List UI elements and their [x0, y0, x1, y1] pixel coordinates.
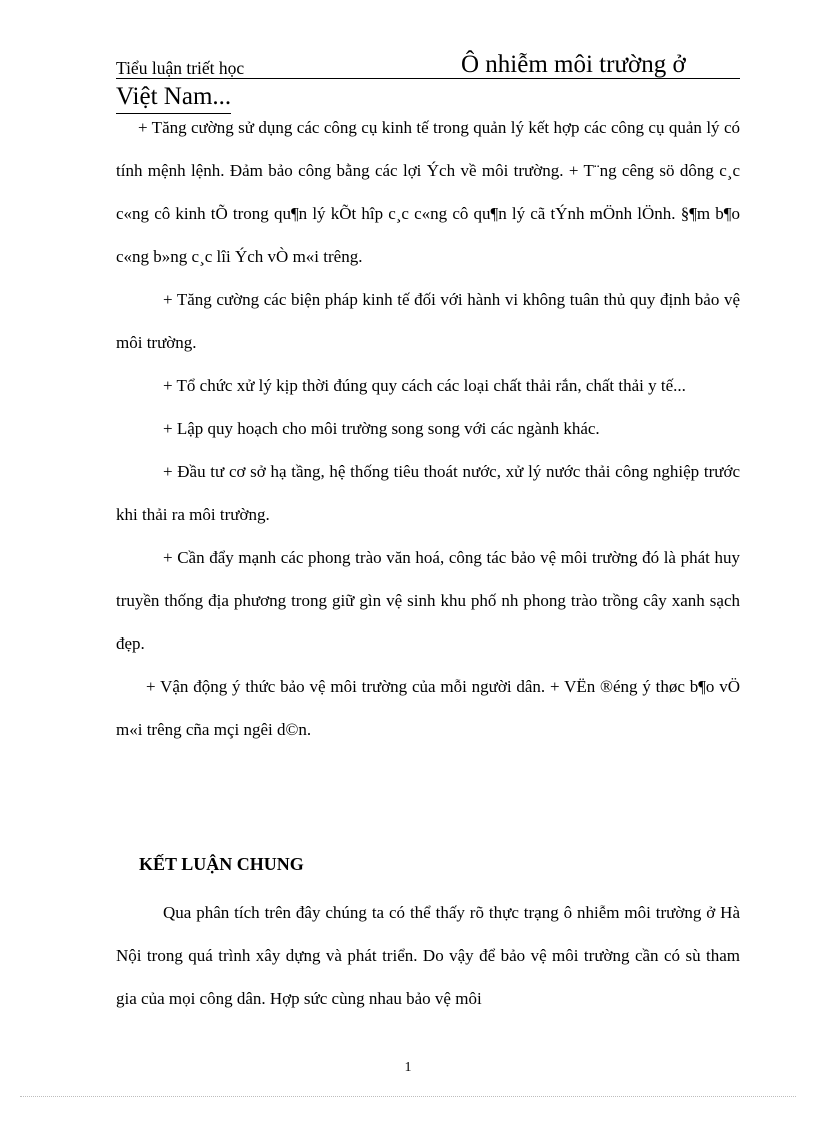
conclusion-paragraph: Qua phân tích trên đây chúng ta có thể thấy rõ thực trạng ô nhiễm môi trường ở Hà Nội trong quá trình xây dựng và phát triển. Do vậy để bảo vệ môi trường cần có sù tham gia của mọi công dân. Hợp sức cùng nhau bảo vệ môi — [116, 903, 740, 1008]
page-header — [116, 46, 740, 79]
page-number: 1 — [404, 1060, 412, 1075]
paragraph-6: + Cần đẩy mạnh các phong trào văn hoá, công tác bảo vệ môi trường đó là phát huy truyền thống địa phương trong giữ gìn vệ sinh khu phố nh phong trào trồng cây xanh sạch đẹp. — [116, 548, 740, 653]
paragraph-3: + Tổ chức xử lý kịp thời đúng quy cách các loại chất thải rắn, chất thải y tế... — [163, 376, 686, 395]
conclusion-body — [116, 891, 740, 1020]
conclusion-heading: KẾT LUẬN CHUNG — [139, 854, 304, 874]
paragraph-5: + Đầu tư cơ sở hạ tầng, hệ thống tiêu thoát nước, xử lý nước thải công nghiệp trước khi thải ra môi trường. — [116, 462, 740, 524]
solutions-list — [116, 106, 740, 751]
paragraph-7: + Vận động ý thức bảo vệ môi trường của mỗi người dân. + VËn ®éng ý thøc b¶o vÖ m«i trêng cña mçi ngêi d©n. — [116, 677, 740, 739]
header-subject: Tiểu luận triết học — [116, 58, 245, 78]
paragraph-1: + Tăng cường sử dụng các công cụ kinh tế trong quản lý kết hợp các công cụ quản lý có tính mệnh lệnh. Đảm bảo công bằng các lợi Ých về môi trường. + T¨ng cêng sö dông c¸c c«ng cô kinh tÕ trong qu¶n lý kÕt hîp c¸c c«ng cô qu¶n lý cã tÝnh mÖnh lÖnh. §¶m b¶o c«ng b»ng c¸c lîi Ých vÒ m«i trêng. — [116, 118, 740, 266]
page-bottom-divider — [20, 1096, 796, 1097]
header-title: Ô nhiễm môi trường ở — [461, 51, 686, 78]
header-title-continuation: Việt Nam... — [116, 82, 231, 114]
paragraph-4: + Lập quy hoạch cho môi trường song song với các ngành khác. — [163, 419, 600, 438]
paragraph-2: + Tăng cường các biện pháp kinh tế đối với hành vi không tuân thủ quy định bảo vệ môi trường. — [116, 290, 740, 352]
